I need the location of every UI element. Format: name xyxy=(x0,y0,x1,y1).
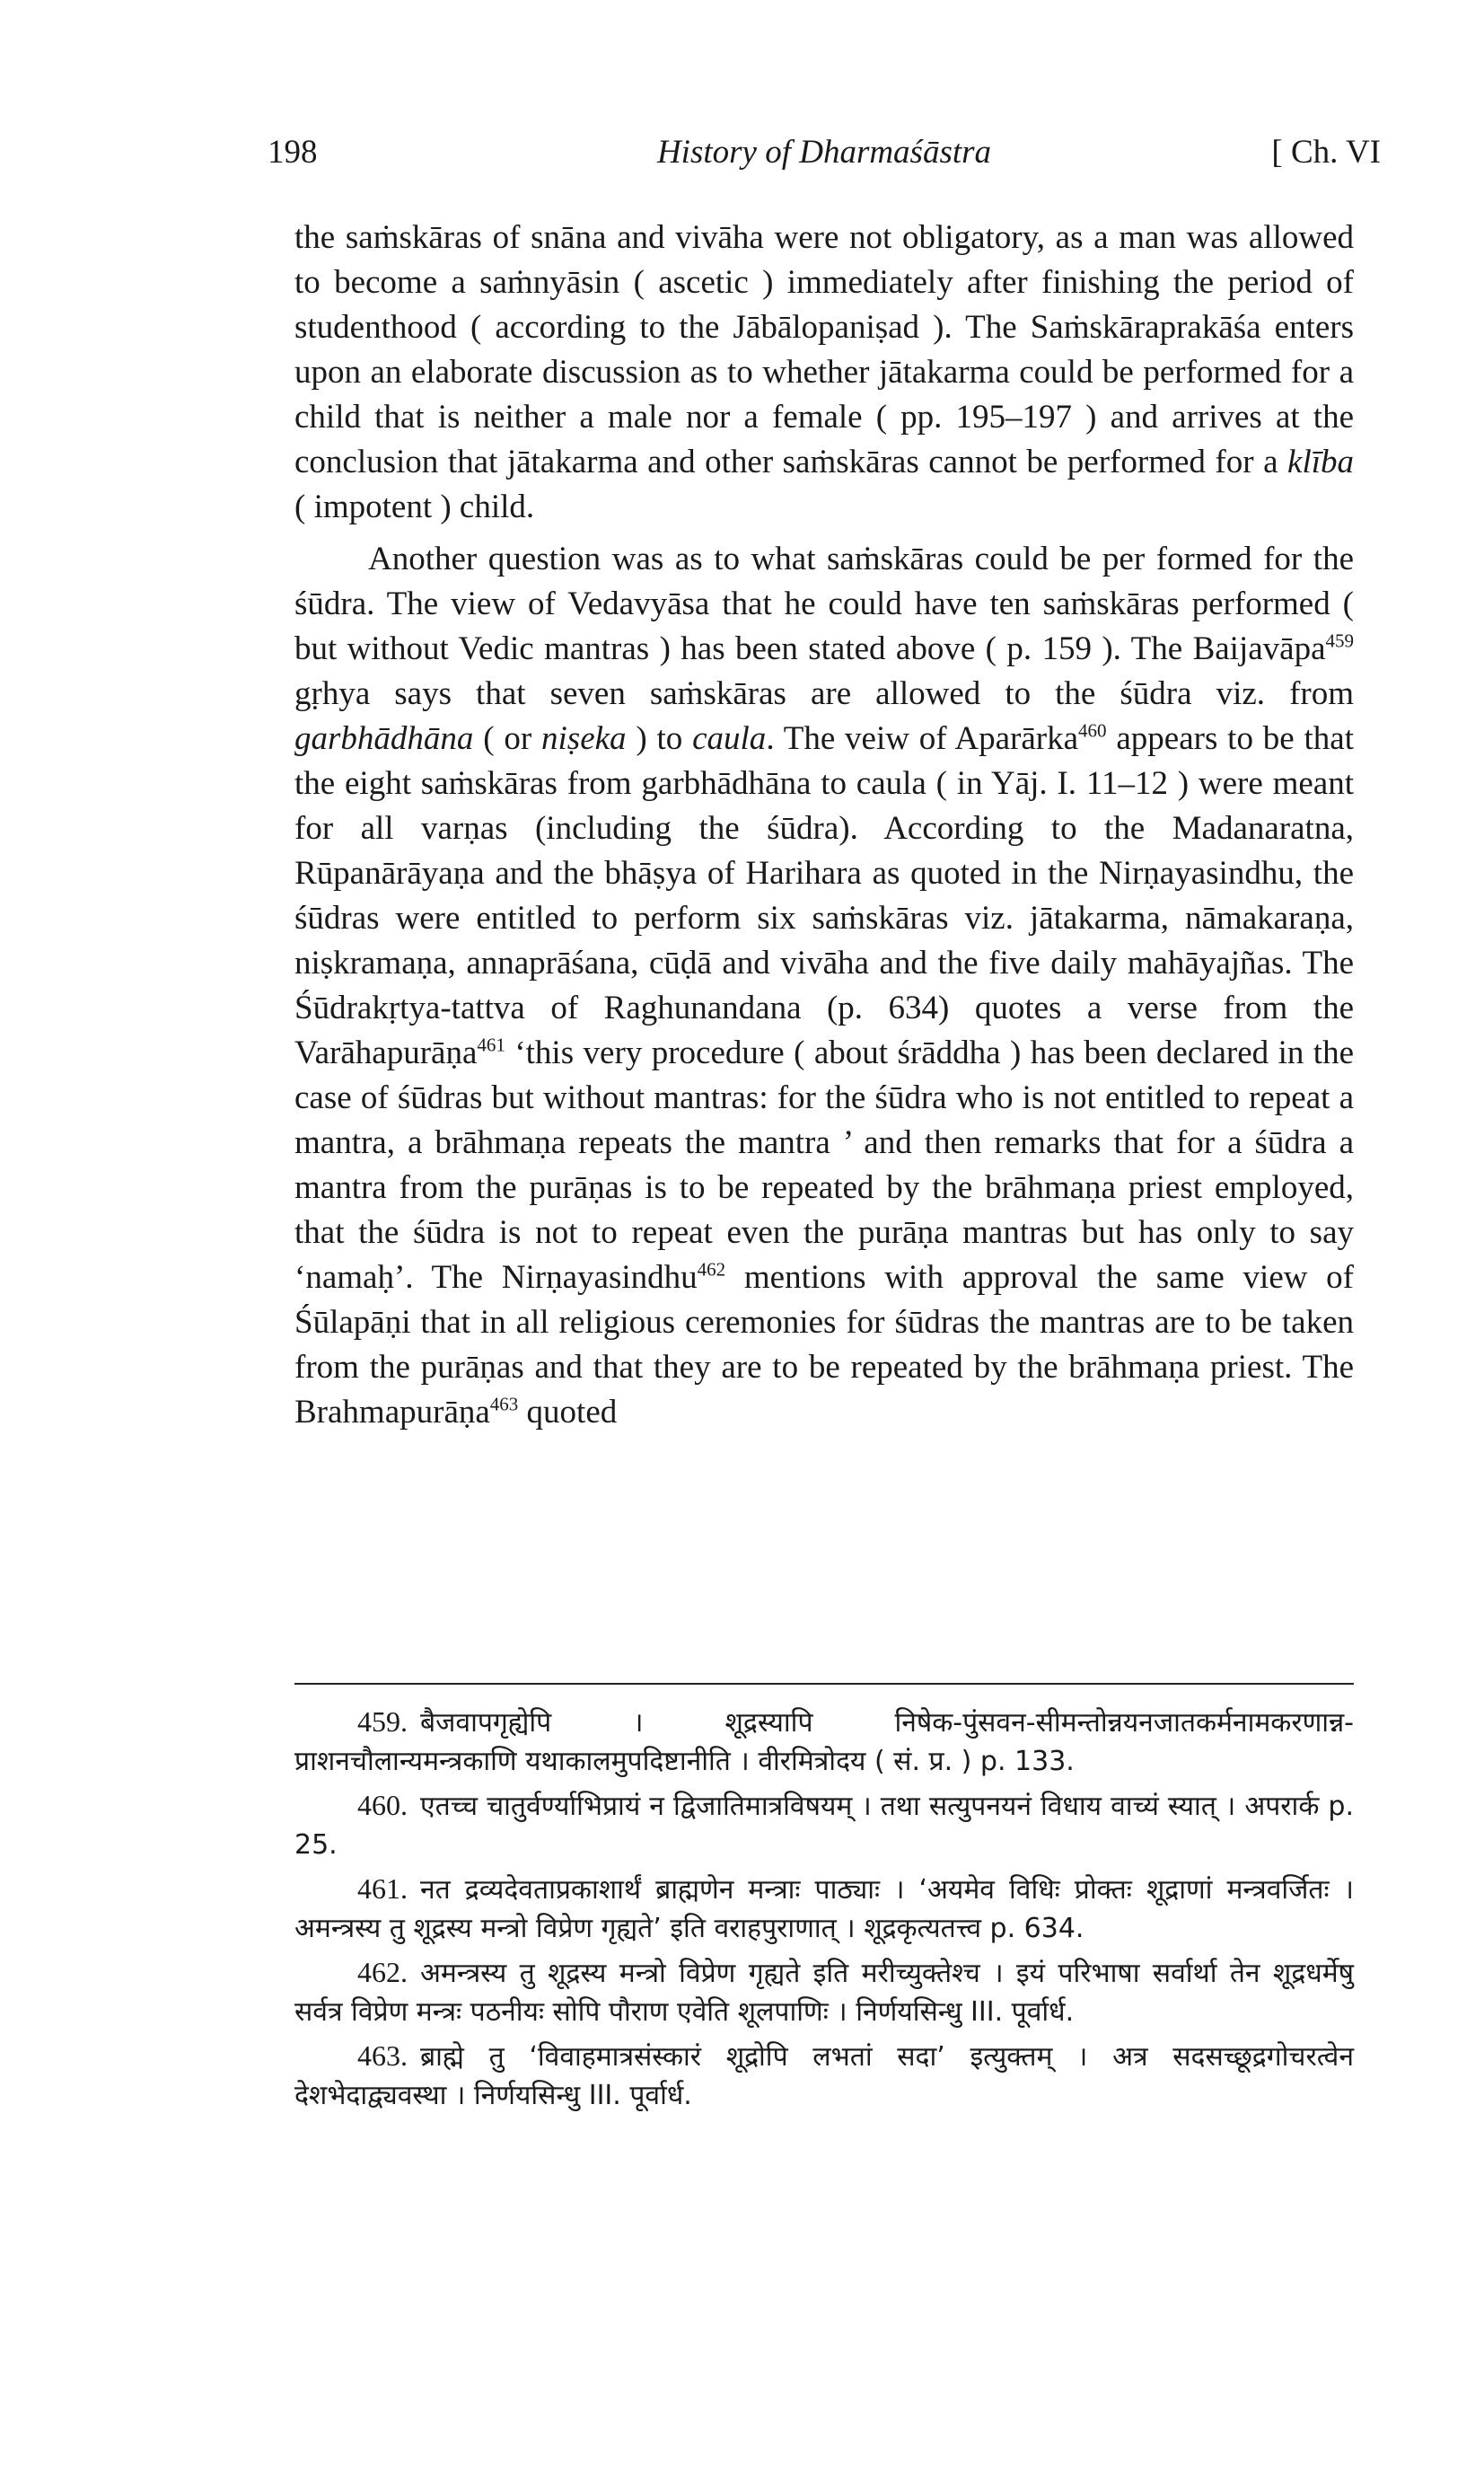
paragraph-2-text-e: . The veiw of Aparārka xyxy=(766,720,1079,757)
paragraph-2-text-g: ‘this very procedure ( about śrāddha ) has been declared in the case of śūdras but without mantras: for the śūdra who is not entitled to repeat a mantra, a brāhmaṇa repeats the mantra ’ and then remarks that for a śūdra a mantra from the purāṇas is to be repeated by the brāhmaṇa priest employed, that the śūdra is not to repeat even the purāṇa mantras but has only to say ‘namaḥ’. The Nirṇayasindhu xyxy=(294,1035,1354,1296)
paragraph-2-text-c: ( or xyxy=(473,720,542,757)
footnote-number: 462. xyxy=(357,1956,408,1988)
footnote-462 xyxy=(294,1953,1354,2031)
footnote-461 xyxy=(294,1870,1354,1948)
page-number: 198 xyxy=(268,134,318,171)
paragraph-1 xyxy=(294,216,1354,530)
paragraph-2-text-f: appears to be that the eight saṁskāras from garbhādhāna to caula ( in Yāj. I. 11–12 ) were meant for all varṇas (including the śūdra). According to the Madanaratna, Rūpanārāyaṇa and the bhāṣya of Harihara as quoted in the Nirṇayasindhu, the śūdras were entitled to perform six saṁskāras viz. jātakarma, nāmakaraṇa, niṣkramaṇa, annaprāśana, cūḍā and vivāha and the five daily mahāyajñas. The Śūdrakṛtya-tattva of Raghunandana (p. 634) quotes a verse from the Varāhapurāṇa xyxy=(294,720,1354,1071)
footnote-463 xyxy=(294,2037,1354,2115)
footnote-number: 459. xyxy=(357,1705,408,1738)
footnote-ref-460[interactable]: 460 xyxy=(1078,719,1107,742)
paragraph-2-text-a: Another question was as to what saṁskāras could be per formed for the śūdra. The view of Vedavyāsa that he could have ten saṁskāras performed ( but without Vedic mantras ) has been stated above ( p. 159 ). The Baijavāpa xyxy=(294,541,1354,667)
term-caula: caula xyxy=(692,720,767,757)
paragraph-2-text-h: mentions with approval the same view of Śūlapāṇi that in all religious ceremonies for śūdras the mantras are to be taken from the purāṇas and that they are to be repeated by the brāhmaṇa priest. The Brahmapurāṇa xyxy=(294,1259,1355,1431)
footnote-divider xyxy=(294,1683,1354,1685)
footnote-text: नत द्रव्यदेवताप्रकाशार्थं ब्राह्मणेन मन्त्राः पाठ्याः । ‘अयमेव विधिः प्रोक्तः शूद्राणां मन्त्रवर्जितः । अमन्त्रस्य तु शूद्रस्य मन्त्रो विप्रेण गृह्यते’ इति वराहपुराणात् । शूद्रकृत्यतत्त्व p. 634. xyxy=(294,1874,1354,1944)
term-garbhadhana: garbhādhāna xyxy=(294,720,474,757)
footnote-459 xyxy=(294,1703,1354,1781)
footnote-ref-461[interactable]: 461 xyxy=(477,1034,505,1056)
paragraph-2-text-d: ) to xyxy=(626,720,693,757)
footnote-text: एतच्च चातुर्वर्ण्याभिप्रायं न द्विजातिमात्रविषयम् । तथा सत्युपनयनं विधाय वाच्यं स्यात् । अपरार्क p. 25. xyxy=(294,1791,1354,1861)
footnote-text: ब्राह्मे तु ‘विवाहमात्रसंस्कारं शूद्रोपि लभतां सदा’ इत्युक्तम् । अत्र सदसच्छूद्रगोचरत्वेन देशभेदाद्व्यवस्था । निर्णयसिन्धु III. पूर्वार्ध. xyxy=(294,2041,1354,2111)
term-kliba: klība xyxy=(1287,444,1354,480)
main-text xyxy=(294,216,1354,1435)
footnotes xyxy=(294,1703,1354,2120)
footnote-text: बैजवापगृह्येपि । शूद्रस्यापि निषेक-पुंसवन-सीमन्तोन्नयनजातकर्मनामकरणान्न-प्राशनचौलान्यमन्त्रकाणि यथाकालमुपदिष्टानीति । वीरमित्रोदय ( सं. प्र. ) p. 133. xyxy=(294,1707,1354,1777)
term-niseka: niṣeka xyxy=(541,720,627,757)
running-title: History of Dharmaśāstra xyxy=(656,134,992,171)
footnote-number: 463. xyxy=(357,2039,408,2072)
footnote-ref-463[interactable]: 463 xyxy=(489,1393,519,1415)
footnote-number: 461. xyxy=(357,1872,408,1905)
paragraph-2-text-i: quoted xyxy=(518,1394,618,1431)
footnote-460 xyxy=(294,1786,1354,1864)
paragraph-1-end: ( impotent ) child. xyxy=(294,489,535,525)
footnote-ref-459[interactable]: 459 xyxy=(1325,630,1354,652)
running-header xyxy=(268,133,1381,187)
paragraph-2 xyxy=(294,537,1354,1435)
footnote-text: अमन्त्रस्य तु शूद्रस्य मन्त्रो विप्रेण गृह्यते इति मरीच्युक्तेश्च । इयं परिभाषा सर्वार्था तेन शूद्रधर्मेषु सर्वत्र विप्रेण मन्त्रः पठनीयः सोपि पौराण एवेति शूलपाणिः । निर्णयसिन्धु III. पूर्वार्ध. xyxy=(294,1958,1354,2028)
paragraph-2-text-b: gṛhya says that seven saṁskāras are allowed to the śūdra viz. from xyxy=(294,675,1354,712)
footnote-ref-462[interactable]: 462 xyxy=(697,1258,726,1281)
chapter-label: [ Ch. VI xyxy=(1271,134,1381,171)
footnote-number: 460. xyxy=(357,1789,408,1821)
paragraph-1-text: the saṁskāras of snāna and vivāha were not obligatory, as a man was allowed to become a saṁnyāsin ( ascetic ) immediately after finishing the period of studenthood ( according to the Jābālopaniṣad ). The Saṁskāraprakāśa enters upon an elaborate discussion as to whether jātakarma could be performed for a child that is neither a male nor a female ( pp. 195–197 ) and arrives at the conclusion that jātakarma and other saṁskāras cannot be performed for a xyxy=(294,219,1354,480)
